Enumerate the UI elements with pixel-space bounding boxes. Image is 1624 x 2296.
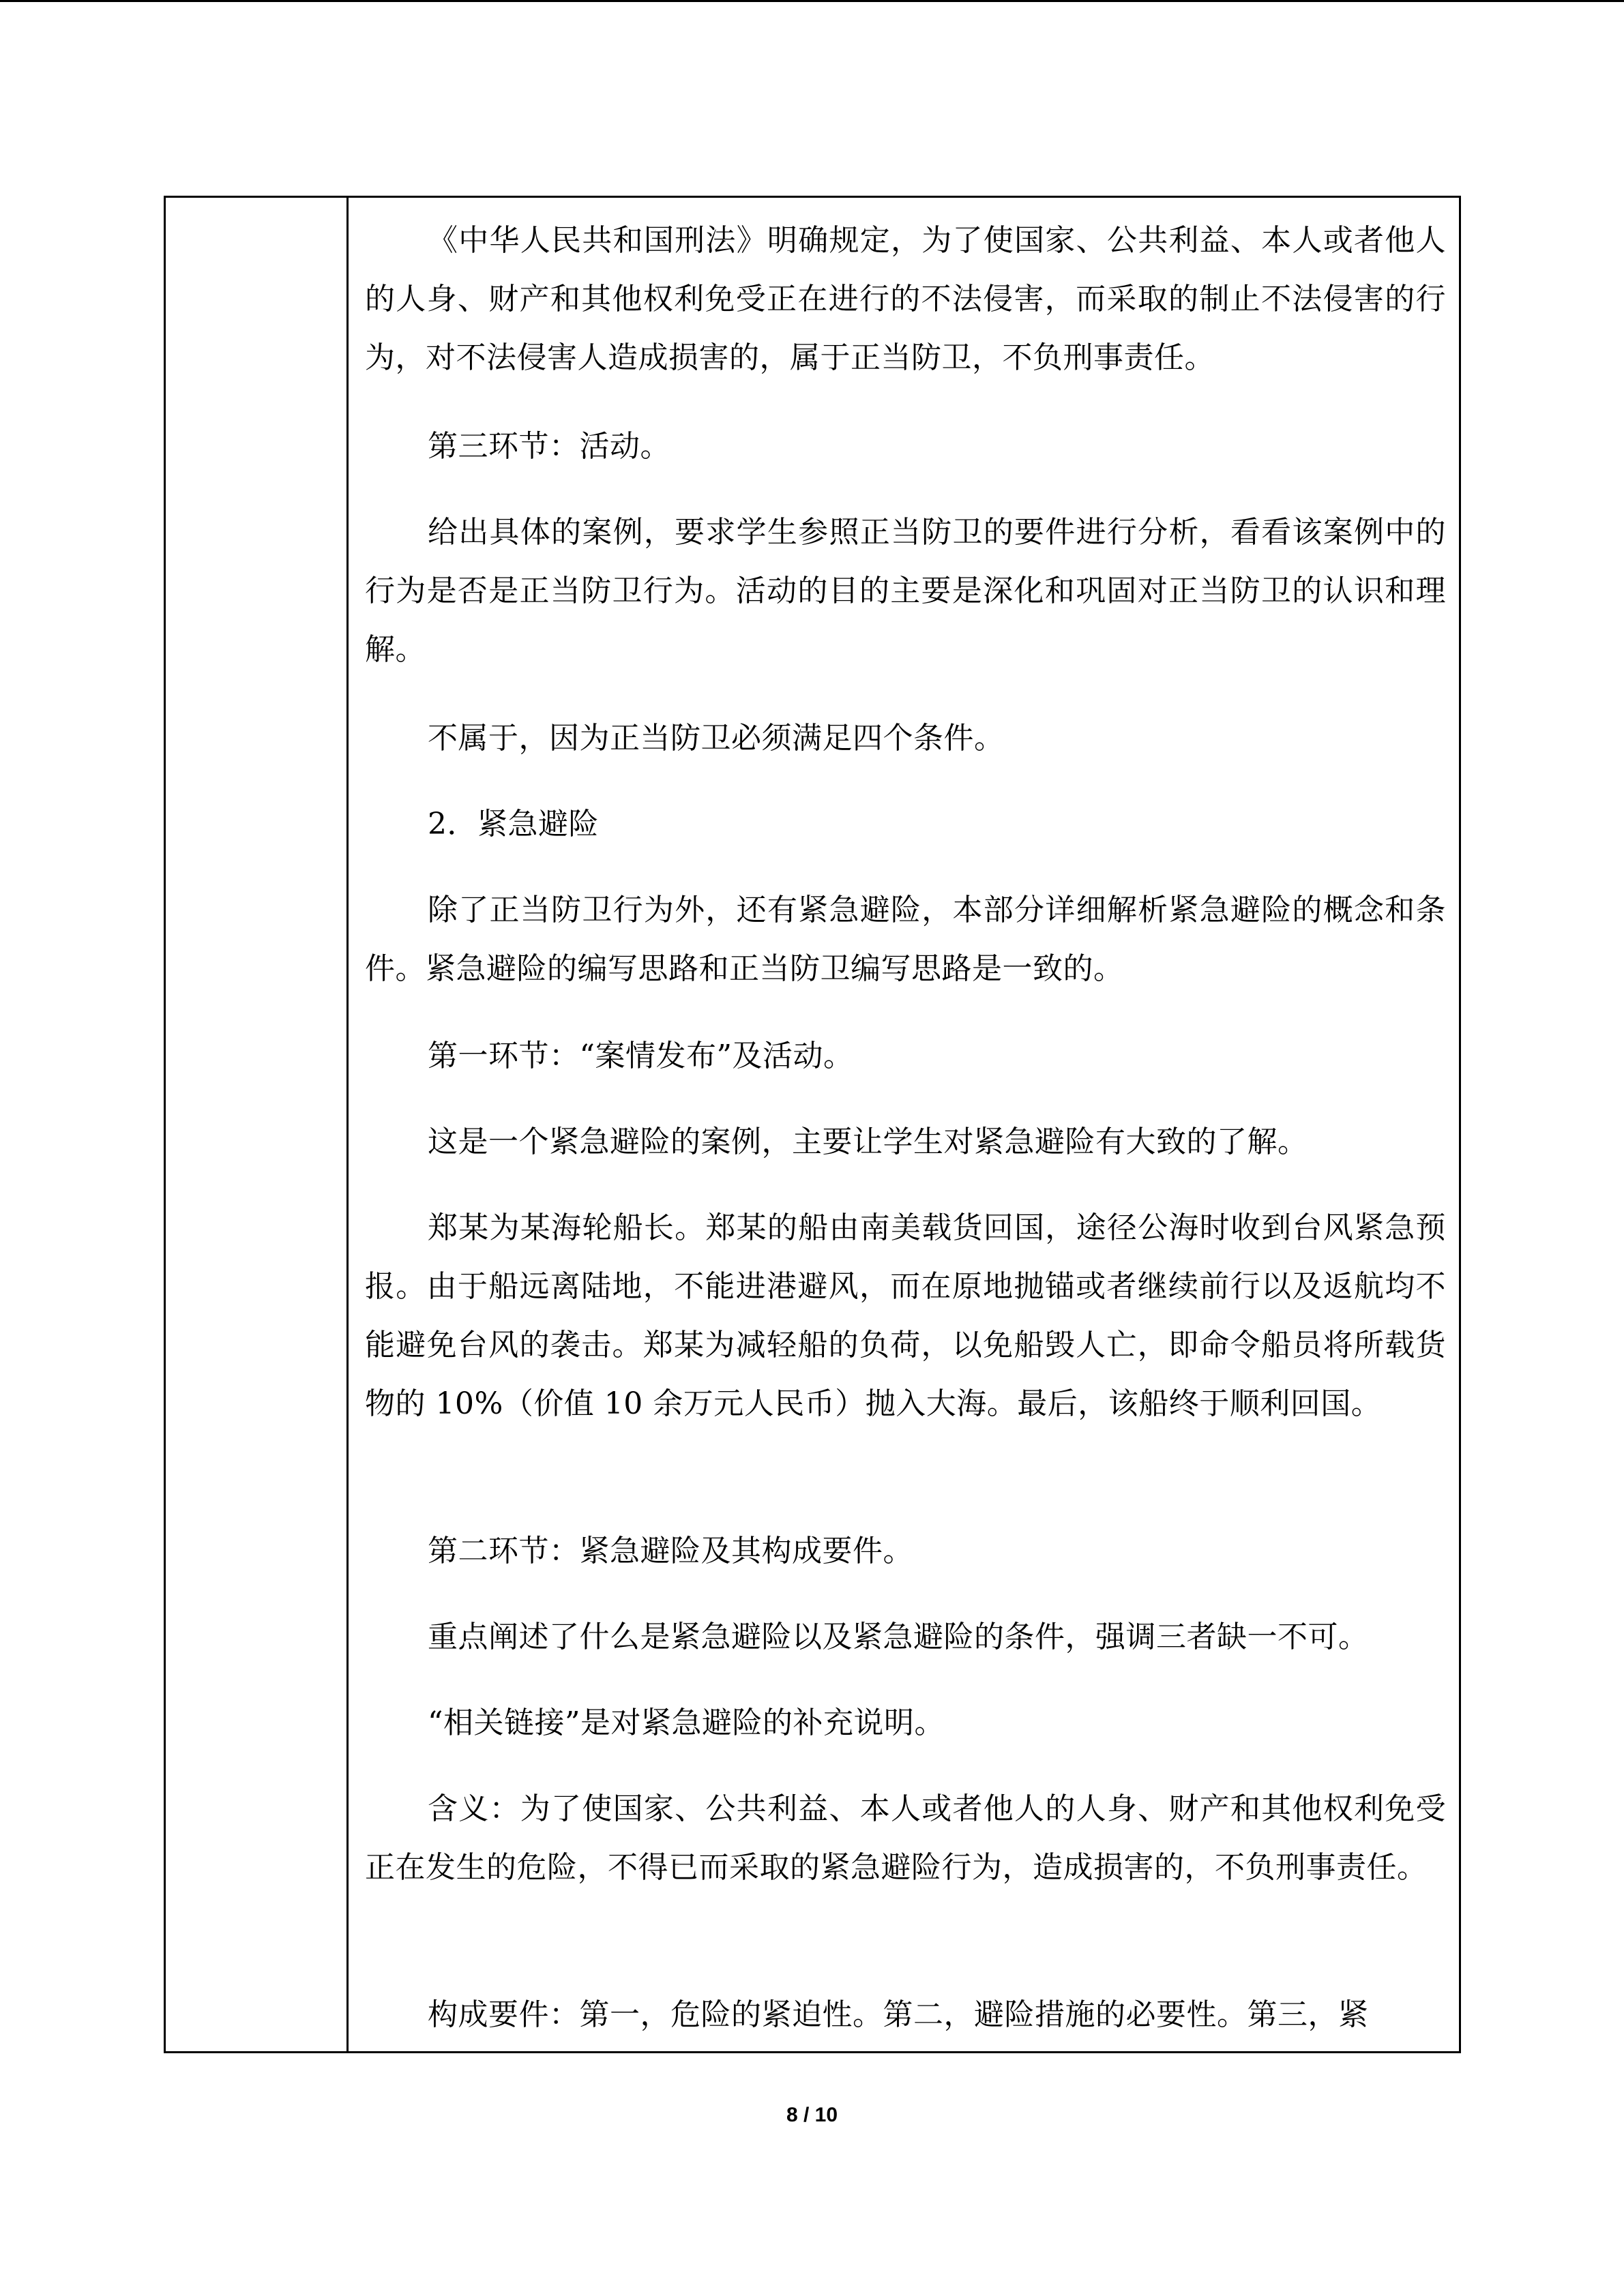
paragraph-step-three: 第三环节：活动。 xyxy=(428,429,670,464)
paragraph-step-one: 第一环节：“案情发布”及活动。 xyxy=(428,1039,854,1073)
paragraph-emergency-intro: 除了正当防卫行为外，还有紧急避险，本部分详细解析紧急避险的概念和条件。紧急避险的编写思路和正当防卫编写思路是一致的。 xyxy=(365,893,1446,986)
paragraph-key-points: 重点阐述了什么是紧急避险以及紧急避险的条件，强调三者缺一不可。 xyxy=(428,1620,1369,1654)
paragraph-case-purpose: 这是一个紧急避险的案例，主要让学生对紧急避险有大致的了解。 xyxy=(428,1124,1308,1159)
lesson-table xyxy=(164,196,1461,2053)
top-border-line xyxy=(0,0,1624,2)
paragraph-definition: 含义：为了使国家、公共利益、本人或者他人的人身、财产和其他权利免受正在发生的危险，不得已而采取的紧急避险行为，造成损害的，不负刑事责任。 xyxy=(365,1791,1446,1885)
paragraph-answer: 不属于，因为正当防卫必须满足四个条件。 xyxy=(428,721,1005,756)
paragraph-constituent-elements: 构成要件：第一，危险的紧迫性。第二，避险措施的必要性。第三，紧 xyxy=(428,1997,1369,2032)
paragraph-related-link: “相关链接”是对紧急避险的补充说明。 xyxy=(428,1705,945,1740)
page-number: 8 / 10 xyxy=(786,2104,838,2126)
section-heading-emergency-avoidance: 2．紧急避险 xyxy=(428,807,599,841)
paragraph-criminal-law: 《中华人民共和国刑法》明确规定，为了使国家、公共利益、本人或者他人的人身、财产和其他权利免受正在进行的不法侵害，而采取的制止不法侵害的行为，对不法侵害人造成损害的，属于正当防卫，不负刑事责任。 xyxy=(365,223,1446,375)
paragraph-step-two: 第二环节：紧急避险及其构成要件。 xyxy=(428,1534,913,1568)
table-content-cell xyxy=(349,198,1459,2051)
paragraph-activity-description: 给出具体的案例，要求学生参照正当防卫的要件进行分析，看看该案例中的行为是否是正当防卫行为。活动的目的主要是深化和巩固对正当防卫的认识和理解。 xyxy=(365,515,1446,667)
table-left-cell xyxy=(166,198,349,2051)
paragraph-case-story: 郑某为某海轮船长。郑某的船由南美载货回国，途径公海时收到台风紧急预报。由于船远离陆地，不能进港避风，而在原地抛锚或者继续前行以及返航均不能避免台风的袭击。郑某为减轻船的负荷，以免船毁人亡，即命令船员将所载货物的 10%（价值 10 余万元人民币）抛入大海。最后，该船终于顺利回国。 xyxy=(365,1210,1446,1421)
